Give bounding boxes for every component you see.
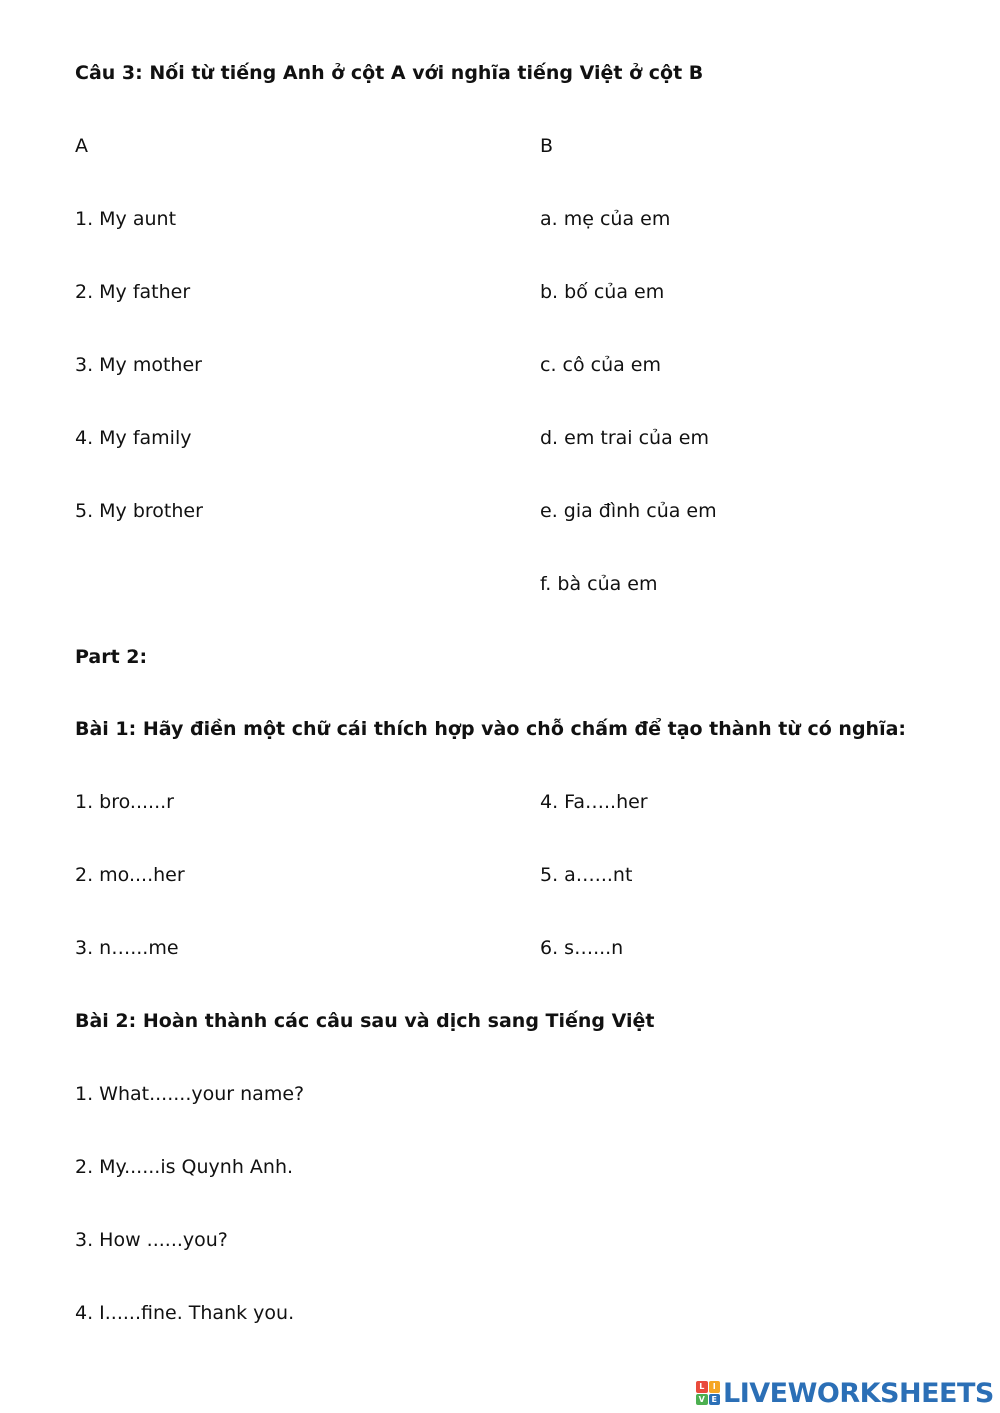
logo-text: LIVEWORKSHEETS (723, 1377, 994, 1409)
logo-badge-letter: V (696, 1394, 708, 1406)
sentence-item-2: 2. My......is Quynh Anh. (75, 1156, 294, 1178)
sentence-item-4: 4. I......fine. Thank you. (75, 1302, 295, 1324)
fill-item-5: 5. a…...nt (540, 864, 633, 886)
match-item-b-f: f. bà của em (540, 573, 658, 595)
section-title: Câu 3: Nối từ tiếng Anh ở cột A với nghĩa tiếng Việt ở cột B (75, 62, 704, 84)
sentence-item-1: 1. What.......your name? (75, 1083, 305, 1105)
fill-item-3: 3. n…...me (75, 937, 179, 959)
match-item-a-1: 1. My aunt (75, 208, 177, 230)
fill-item-6: 6. s…...n (540, 937, 624, 959)
bai1-title: Bài 1: Hãy điền một chữ cái thích hợp vào chỗ chấm để tạo thành từ có nghĩa: (75, 718, 907, 740)
match-item-a-3: 3. My mother (75, 354, 202, 376)
match-item-b-c: c. cô của em (540, 354, 662, 376)
logo-badge-letter: I (709, 1381, 721, 1393)
match-item-b-e: e. gia đình của em (540, 500, 717, 522)
match-item-b-a: a. mẹ của em (540, 208, 671, 230)
fill-item-2: 2. mo....her (75, 864, 185, 886)
match-item-b-d: d. em trai của em (540, 427, 709, 449)
match-item-a-5: 5. My brother (75, 500, 203, 522)
fill-item-1: 1. bro......r (75, 791, 174, 813)
fill-item-4: 4. Fa…..her (540, 791, 648, 813)
part2-title: Part 2: (75, 646, 148, 668)
logo-badge-letter: E (709, 1394, 721, 1406)
liveworksheets-logo (696, 1378, 994, 1408)
match-item-b-b: b. bố của em (540, 281, 665, 303)
bai2-title: Bài 2: Hoàn thành các câu sau và dịch sang Tiếng Việt (75, 1010, 655, 1032)
match-item-a-4: 4. My family (75, 427, 192, 449)
sentence-item-3: 3. How ......you? (75, 1229, 228, 1251)
logo-badge-icon (696, 1381, 720, 1405)
match-item-a-2: 2. My father (75, 281, 191, 303)
logo-badge-letter: L (696, 1381, 708, 1393)
column-a-header: A (75, 135, 88, 157)
column-b-header: B (540, 135, 554, 157)
